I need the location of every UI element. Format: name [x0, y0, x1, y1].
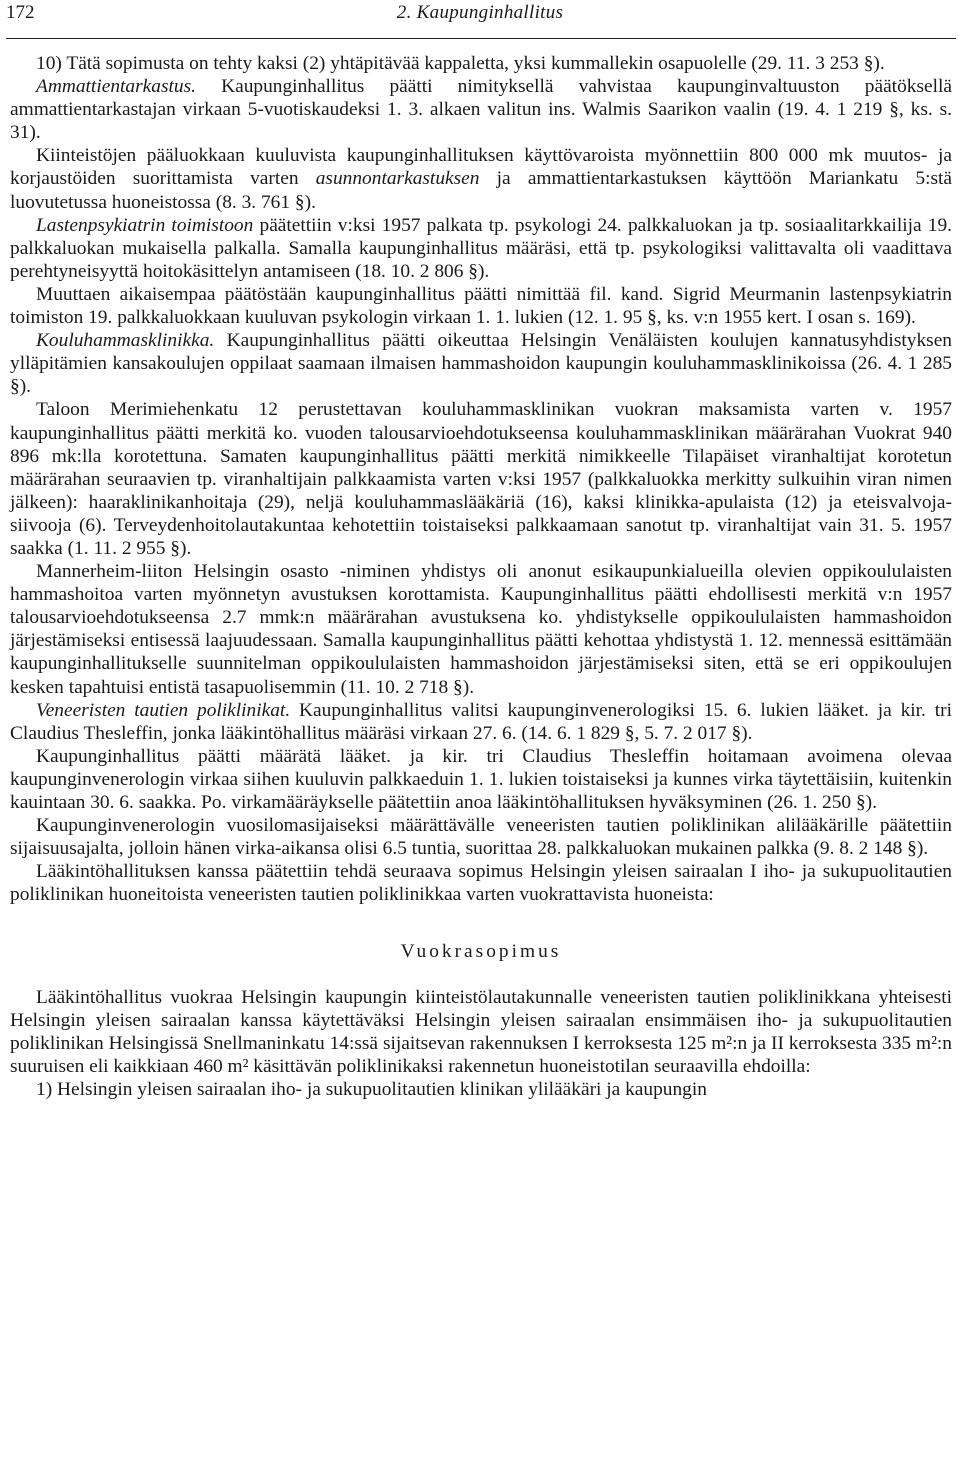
- italic-heading: Ammattientarkastus.: [36, 76, 196, 98]
- paragraph-text: Kaupunginhallitus päätti nimityksellä vahvistaa kaupunginvaltuuston päätöksellä ammattientarkastajan virkaan 5-vuotiskaudeksi 1. 3. alkaen valitun ins. Walmis Saarikon vaalin (19. 4. 1 219 §, ks. s. 31).: [10, 76, 952, 144]
- body-paragraph: [10, 329, 952, 398]
- italic-heading: Lastenpsykiatrin toimistoon: [36, 214, 254, 236]
- contract-list-item: 1) Helsingin yleisen sairaalan iho- ja sukupuolitautien klinikan ylilääkäri ja kaupungin: [36, 1078, 707, 1100]
- contract-title: Vuokrasopimus: [400, 941, 562, 963]
- paragraph-text: Muuttaen aikaisempaa päätöstään kaupunginhallitus päätti nimittää fil. kand. Sigrid Meurmanin lastenpsykiatrin toimiston 19. palkkaluokkaan kuuluvan psykologin virkaan 1. 1. lukien (12. 1. 95 §, ks. v:n 1955 kert. I osan s. 169).: [10, 283, 952, 329]
- paragraph-text: 10) Tätä sopimusta on tehty kaksi (2) yhtäpitävää kappaletta, yksi kummallekin osapuolelle (29. 11. 3 253 §).: [36, 53, 885, 74]
- body-paragraph: [10, 214, 952, 283]
- page-number: 172: [6, 2, 35, 23]
- paragraph-text: Kiinteistöjen pääluokkaan kuuluvista kaupunginhallituksen käyttövaroista myönnettiin 800 000 mk muutos- ja korjaustöiden suorittamista varten: [10, 145, 952, 190]
- italic-heading: asunnontarkastuksen: [315, 168, 480, 190]
- body-paragraph: [10, 860, 952, 906]
- running-head: 2. Kaupunginhallitus: [396, 2, 564, 23]
- document-body: [10, 52, 952, 1101]
- paragraph-text: Kaupunginhallitus valitsi kaupunginvenerologiksi 15. 6. lukien lääket. ja kir. tri Claudius Thesleffin, jonka lääkintöhallitus määräsi virkaan 27. 6. (14. 6. 1 829 §, 5. 7. 2 017 §).: [10, 699, 952, 744]
- body-paragraph: [10, 814, 952, 860]
- paragraph-text: Kaupunginhallitus päätti määrätä lääket. ja kir. tri Claudius Thesleffin hoitamaan avoimena olevaa kaupunginvenerologin virkaa siihen kuuluvin palkkaeduin 1. 1. lukien toistaiseksi ja kunnes virka täytettäisiin, kuitenkin kauintaan 30. 6. saakka. Po. virkamääräykselle päätettiin anoa lääkintöhallituksen hyväksyminen (26. 1. 250 §).: [10, 745, 952, 813]
- header-rule: [6, 38, 956, 39]
- paragraph-list: [10, 52, 952, 906]
- body-paragraph: [10, 52, 952, 75]
- paragraph-text: Kaupunginvenerologin vuosilomasijaiseksi määrättävälle veneeristen tautien poliklinikan alilääkärille päätettiin sijaisuusajalta, jolloin hänen virka-aikansa olisi 6.5 tuntia, suorittaa 28. palkkaluokan mukainen palkka (9. 8. 2 148 §).: [10, 815, 952, 860]
- paragraph-text: Lääkintöhallituksen kanssa päätettiin tehdä seuraava sopimus Helsingin yleisen sairaalan I iho- ja sukupuolitautien poliklinikan huoneitoista veneeristen tautien poliklinikkaa varten vuokrattavista huoneista:: [10, 861, 952, 906]
- paragraph-text: ja ammattientarkastuksen käyttöön Mariankatu 5:stä luovutetussa huoneistossa (8. 3. 761 §).: [10, 168, 953, 213]
- paragraph-text: Kaupunginhallitus päätti oikeuttaa Helsingin Venäläisten koulujen kannatusyhdistyksen ylläpitämien kansakoulujen oppilaat saamaan ilmaisen hammashoidon kaupungin kouluhammasklinikoissa (26. 4. 1 285 §).: [10, 330, 952, 398]
- body-paragraph: [10, 560, 952, 699]
- page-header: [0, 0, 960, 40]
- body-paragraph: [10, 745, 952, 814]
- paragraph-text: Lääkintöhallitus vuokraa Helsingin kaupungin kiinteistölautakunnalle veneeristen tautien poliklinikkana yhteisesti Helsingin yleisen sairaalan kanssa käytettäväksi Helsingin yleisen sairaalan ensimmäisen iho- ja sukupuolitautien poliklinikan Helsingissä Snellmaninkatu 14:ssä sijaitsevan rakennuksen I kerroksesta 125 m²:n ja II kerroksesta 335 m²:n suuruisen eli kaikkiaan 460 m² käsittävän poliklinikaksi rakennetun huoneistotilan seuraavilla ehdoilla:: [10, 986, 952, 1077]
- body-paragraph: [10, 75, 952, 144]
- contract-paragraph: [10, 986, 952, 1078]
- body-paragraph: [10, 398, 952, 560]
- contract-paragraph-list: [10, 986, 952, 1078]
- italic-heading: Veneeristen tautien poliklinikat.: [36, 699, 291, 721]
- paragraph-text: Mannerheim-liiton Helsingin osasto -niminen yhdistys oli anonut esikaupunkialueilla olevien oppikoululaisten hammashoitoa varten myönnetyn avustuksen korottamista. Kaupunginhallitus päätti ehdollisesti merkitä v:n 1957 talousarvioehdotukseensa 2.7 mmk:n määrärahan avustuksena ko. yhdistykselle oppikoululaisten hammashoidon järjestämiseksi entisessä laajuudessaan. Samalla kaupunginhallitus päätti kehottaa yhdistystä 1. 12. mennessä esittämään kaupunginhallitukselle suunnitelman oppikoululaisten hammashoidon järjestämiseksi siten, että se eri oppikoulujen kesken tapahtuisi entistä tasapuolisemmin (11. 10. 2 718 §).: [10, 561, 952, 698]
- body-paragraph: [10, 699, 952, 745]
- paragraph-text: Taloon Merimiehenkatu 12 perustettavan kouluhammasklinikan vuokran maksamista varten v. 1957 kaupunginhallitus päätti merkitä ko. vuoden talousarvioehdotukseensa kouluhammasklinikan määrärahan Vuokrat 940 896 mk:lla korotettuna. Samaten kaupunginhallitus päätti merkitä nimikkeelle Tilapäiset viranhaltijat korotetun määrärahan seuraavien tp. viranhaltijain palkkaamista varten v:ksi 1957 (palkkaluokka merkitty sulkuihin viran nimen jälkeen): haaraklinikanhoitaja (29), neljä kouluhammaslääkäriä (16), kaksi klinikka-apulaista (12) ja eteisvalvoja-siivooja (6). Terveydenhoitolautakuntaa kehotettiin toistaiseksi palkkaamaan sanotut tp. viranhaltijat vain 31. 5. 1957 saakka (1. 11. 2 955 §).: [10, 399, 952, 559]
- body-paragraph: [10, 144, 952, 213]
- body-paragraph: [10, 283, 952, 329]
- italic-heading: Kouluhammasklinikka.: [36, 330, 215, 352]
- paragraph-text: päätettiin v:ksi 1957 palkata tp. psykologi 24. palkkaluokan ja tp. sosiaalitarkkailija 19. palkkaluokan mukaisella palkalla. Samalla kaupunginhallitus määräsi, että tp. psykologiksi valittavalta oli vaadittava perehtyneisyyttä hoitokäsittelyn antamiseen (18. 10. 2 806 §).: [10, 214, 952, 282]
